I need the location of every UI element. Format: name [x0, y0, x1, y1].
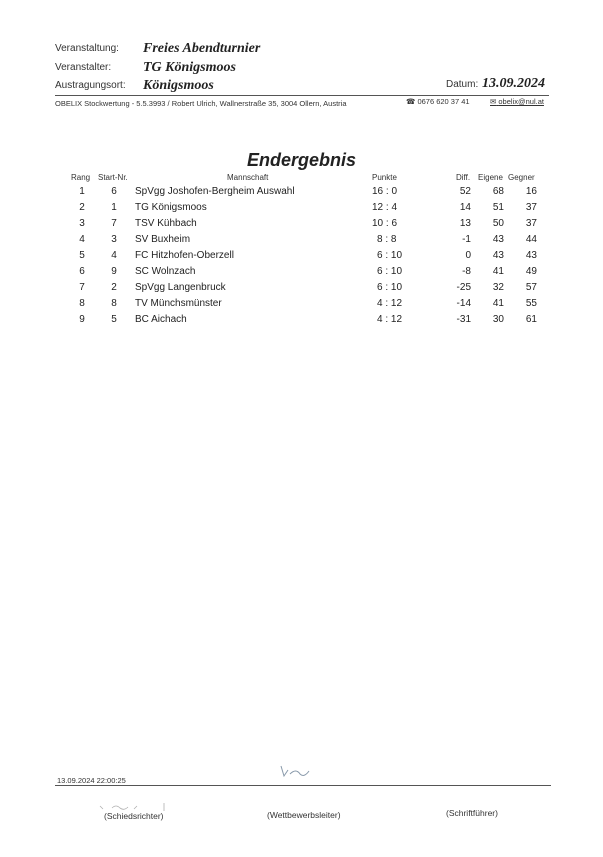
phone-icon: ☎	[406, 97, 416, 106]
cell-opp: 37	[525, 218, 537, 229]
event-label: Veranstaltung:	[55, 43, 119, 54]
venue-label: Austragungsort:	[55, 80, 126, 91]
cell-own: 41	[492, 298, 504, 309]
cell-opp: 43	[525, 250, 537, 261]
cell-start: 8	[111, 298, 117, 309]
cell-team: TG Königsmoos	[135, 202, 207, 213]
cell-team: BC Aichach	[135, 314, 187, 325]
signature-mark-competition-lead	[278, 762, 312, 782]
cell-points: 10 : 6	[372, 218, 398, 229]
cell-team: SpVgg Joshofen-Bergheim Auswahl	[135, 186, 295, 197]
cell-diff: 13	[459, 218, 471, 229]
col-opp: Gegner	[508, 173, 535, 182]
cell-own: 30	[492, 314, 504, 325]
cell-own: 43	[492, 234, 504, 245]
venue-value: Königsmoos	[143, 78, 214, 93]
col-rang: Rang	[71, 173, 91, 182]
cell-opp: 44	[525, 234, 537, 245]
cell-diff: -14	[456, 298, 471, 309]
cell-start: 9	[111, 266, 117, 277]
organizer-value: TG Königsmoos	[143, 60, 236, 75]
cell-points: 8 : 8	[377, 234, 397, 245]
cell-diff: -25	[456, 282, 471, 293]
cell-start: 6	[111, 186, 117, 197]
page-title: Endergebnis	[247, 150, 357, 170]
cell-points: 16 : 0	[372, 186, 398, 197]
cell-start: 5	[111, 314, 117, 325]
cell-points: 6 : 10	[377, 266, 403, 277]
col-start-nr: Start-Nr.	[98, 173, 128, 182]
col-points: Punkte	[372, 173, 397, 182]
cell-team: SC Wolnzach	[135, 266, 196, 277]
cell-team: TSV Kühbach	[135, 218, 197, 229]
cell-rang: 1	[79, 186, 85, 197]
cell-rang: 9	[79, 314, 85, 325]
mail-icon: ✉	[490, 97, 497, 106]
cell-rang: 6	[79, 266, 85, 277]
cell-rang: 4	[79, 234, 85, 245]
cell-own: 32	[492, 282, 504, 293]
col-team: Mannschaft	[227, 173, 269, 182]
event-value: Freies Abendturnier	[143, 41, 261, 56]
cell-team: SV Buxheim	[135, 234, 191, 245]
date-value: 13.09.2024	[482, 76, 545, 91]
cell-own: 68	[492, 186, 504, 197]
cell-diff: -8	[462, 266, 471, 277]
cell-own: 50	[492, 218, 504, 229]
competition-lead-signature-label: (Wettbewerbsleiter)	[267, 810, 341, 820]
cell-points: 12 : 4	[372, 202, 398, 213]
cell-diff: -1	[462, 234, 471, 245]
cell-start: 4	[111, 250, 117, 261]
footer-rule	[55, 785, 551, 786]
col-diff: Diff.	[456, 173, 471, 182]
cell-points: 6 : 10	[377, 282, 403, 293]
cell-start: 1	[111, 202, 117, 213]
cell-points: 4 : 12	[377, 314, 403, 325]
cell-opp: 49	[525, 266, 537, 277]
cell-rang: 7	[79, 282, 85, 293]
cell-diff: 52	[459, 186, 471, 197]
email-address: obelix@nul.at	[498, 97, 544, 106]
cell-team: FC Hitzhofen-Oberzell	[135, 250, 234, 261]
cell-own: 43	[492, 250, 504, 261]
cell-opp: 61	[525, 314, 537, 325]
organizer-label: Veranstalter:	[55, 62, 112, 73]
cell-start: 2	[111, 282, 117, 293]
cell-points: 4 : 12	[377, 298, 403, 309]
cell-rang: 5	[79, 250, 85, 261]
referee-signature-label: (Schiedsrichter)	[104, 811, 164, 821]
cell-opp: 37	[525, 202, 537, 213]
cell-rang: 3	[79, 218, 85, 229]
cell-points: 6 : 10	[377, 250, 403, 261]
software-info: OBELIX Stockwertung - 5.5.3993 / Robert Ulrich, Wallnerstraße 35, 3004 Ollern, Austria	[55, 99, 347, 108]
date-label: Datum:	[446, 79, 479, 90]
cell-diff: 14	[459, 202, 471, 213]
phone-number: 0676 620 37 41	[417, 97, 470, 106]
cell-opp: 55	[525, 298, 537, 309]
cell-opp: 57	[525, 282, 537, 293]
cell-start: 3	[111, 234, 117, 245]
secretary-signature-label: (Schriftführer)	[446, 808, 498, 818]
cell-start: 7	[111, 218, 117, 229]
col-own: Eigene	[478, 173, 503, 182]
cell-rang: 2	[79, 202, 85, 213]
cell-opp: 16	[525, 186, 537, 197]
cell-diff: -31	[456, 314, 471, 325]
print-timestamp: 13.09.2024 22:00:25	[57, 776, 126, 785]
cell-team: SpVgg Langenbruck	[135, 282, 226, 293]
cell-diff: 0	[465, 250, 471, 261]
cell-own: 41	[492, 266, 504, 277]
header-rule	[55, 95, 549, 96]
cell-own: 51	[492, 202, 504, 213]
phone-contact	[406, 97, 470, 106]
email-contact	[490, 97, 544, 106]
cell-team: TV Münchsmünster	[135, 298, 222, 309]
cell-rang: 8	[79, 298, 85, 309]
